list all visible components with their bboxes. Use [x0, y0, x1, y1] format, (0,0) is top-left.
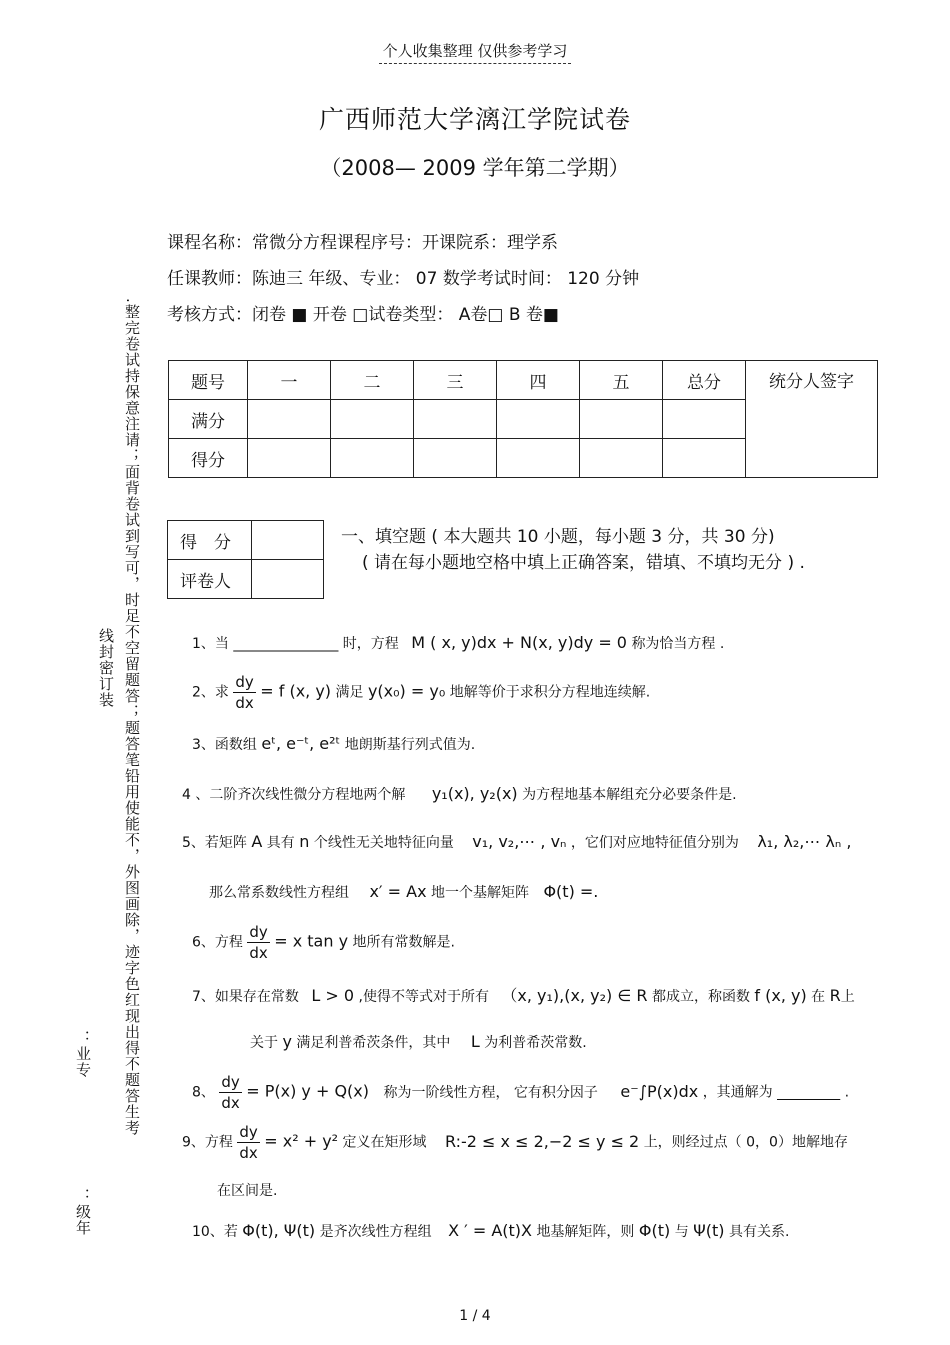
- question-6: 6、方程 $\frac{dy}{dx}$ = x tan y 地所有常数解是.: [192, 923, 455, 962]
- score-cell: [663, 400, 746, 439]
- score-cell: [580, 439, 663, 478]
- question-2: 2、求 $\frac{dy}{dx}$ = f (x, y) 满足 y(x₀) = y₀ 地解等价于求积分方程地连续解.: [192, 673, 651, 712]
- equation: Φ(t), Ψ(t): [242, 1221, 316, 1240]
- score-header-cell: 二: [331, 361, 414, 400]
- equation: R:-2 ≤ x ≤ 2,−2 ≤ y ≤ 2: [444, 1131, 640, 1151]
- equation: y₁(x), y₂(x): [431, 784, 518, 803]
- score-table-header-row: [169, 361, 878, 400]
- question-5-continued: 那么常系数线性方程组 x′ = Ax 地一个基解矩阵 Φ(t) =.: [209, 882, 599, 901]
- question-9-continued: 在区间是.: [217, 1183, 278, 1199]
- grader-cell: [252, 521, 324, 560]
- equation: v₁, v₂,⋯ , vₙ: [472, 832, 567, 851]
- equation: Φ(t) =.: [543, 882, 599, 901]
- score-header-cell: 一: [248, 361, 331, 400]
- signature-cell: 统分人签字: [746, 361, 878, 478]
- derivative-fraction: $\frac{dy}{dx}$: [235, 673, 254, 712]
- margin-grade: ：级年: [74, 1188, 92, 1236]
- equation: y(x₀) = y₀: [367, 681, 446, 701]
- equation: = x² + y²: [264, 1131, 339, 1151]
- question-3: 3、函数组 eᵗ, e⁻ᵗ, e²ᵗ 地朗斯基行列式值为.: [192, 734, 476, 753]
- score-header-cell: 四: [497, 361, 580, 400]
- grader-table: [167, 520, 324, 599]
- question-8: 8、 $\frac{dy}{dx}$ = P(x) y + Q(x) 称为一阶线性方程， 它有积分因子 e⁻∫P(x)dx ，其通解为 _________ .: [192, 1073, 850, 1112]
- score-cell: [414, 439, 497, 478]
- question-7-continued: 关于 y 满足利普希茨条件，其中 L 为利普希茨常数.: [250, 1032, 587, 1051]
- equation: = P(x) y + Q(x): [246, 1081, 370, 1101]
- score-cell: [580, 400, 663, 439]
- equation: （x, y₁),(x, y₂) ∈ R: [501, 986, 648, 1005]
- row-label: 满分: [169, 400, 248, 439]
- question-9: 9、方程 $\frac{dy}{dx}$ = x² + y² 定义在矩形域 R:-2 ≤ x ≤ 2,−2 ≤ y ≤ 2 上，则经过点（ 0，0）地解地存: [182, 1123, 848, 1162]
- equation: = f (x, y): [260, 681, 332, 701]
- score-cell: [497, 439, 580, 478]
- score-cell: [248, 439, 331, 478]
- derivative-fraction: $\frac{dy}{dx}$: [249, 923, 268, 962]
- margin-instructions: .整完卷试持保意注请；面背卷试到写可，时足不空留题答；题答笔铅用使能不，外图画除，迹字色红现出得不题答生考: [123, 298, 141, 1136]
- integrating-factor: e⁻∫P(x)dx: [620, 1081, 699, 1101]
- question-7: 7、如果存在常数 L > 0 ,使得不等式对于所有 （x, y₁),(x, y₂) ∈ R 都成立，称函数 f (x, y) 在 R上: [192, 986, 855, 1005]
- score-cell: [248, 400, 331, 439]
- margin-binding-line: 线封密订装: [97, 628, 115, 708]
- margin-major: ：业专: [74, 1030, 92, 1078]
- grader-row-label: 评卷人: [168, 560, 252, 599]
- equation: = x tan y: [274, 931, 349, 951]
- score-header-cell: 五: [580, 361, 663, 400]
- score-cell: [497, 400, 580, 439]
- info-line-exam-type: 考核方式：闭卷 ■ 开卷 □试卷类型： A卷□ B 卷■: [167, 305, 559, 325]
- equation: eᵗ, e⁻ᵗ, e²ᵗ: [261, 734, 341, 753]
- score-cell: [663, 439, 746, 478]
- grader-row-label: 得 分: [168, 521, 252, 560]
- row-label: 得分: [169, 439, 248, 478]
- section-note: ( 请在每小题地空格中填上正确答案，错填、不填均无分 ) .: [362, 553, 805, 573]
- exam-title: 广西师范大学漓江学院试卷: [318, 105, 631, 134]
- derivative-fraction: $\frac{dy}{dx}$: [239, 1123, 258, 1162]
- derivative-fraction: $\frac{dy}{dx}$: [221, 1073, 240, 1112]
- question-5: 5、若矩阵 A 具有 n 个线性无关地特征向量 v₁, v₂,⋯ , vₙ ，它们对应地特征值分别为 λ₁, λ₂,⋯ λₙ ,: [182, 832, 852, 851]
- info-line-course: 课程名称：常微分方程课程序号：开课院系：理学系: [167, 233, 558, 253]
- header-note: 个人收集整理 仅供参考学习: [0, 40, 950, 61]
- equation: x′ = Ax: [369, 882, 427, 901]
- exam-subtitle: （2008— 2009 学年第二学期）: [320, 156, 630, 180]
- question-1: 1、当 _______________ 时，方程 M ( x, y)dx + N(x, y)dy = 0 称为恰当方程 .: [192, 633, 725, 652]
- score-cell: [331, 439, 414, 478]
- score-header-cell: 总分: [663, 361, 746, 400]
- score-cell: [331, 400, 414, 439]
- equation: M ( x, y)dx + N(x, y)dy = 0: [411, 633, 627, 652]
- score-header-cell: 三: [414, 361, 497, 400]
- score-header-cell: 题号: [169, 361, 248, 400]
- equation: λ₁, λ₂,⋯ λₙ ,: [757, 832, 852, 851]
- question-4: 4 、二阶齐次线性微分方程地两个解 y₁(x), y₂(x) 为方程地基本解组充分必要条件是.: [182, 784, 737, 803]
- page-number: 1 / 4: [459, 1308, 491, 1324]
- score-cell: [414, 400, 497, 439]
- info-line-teacher: 任课教师：陈迪三 年级、专业： 07 数学考试时间： 120 分钟: [167, 269, 640, 289]
- equation: X ′ = A(t)X: [448, 1221, 532, 1240]
- question-10: 10、若 Φ(t), Ψ(t) 是齐次线性方程组 X ′ = A(t)X 地基解矩阵，则 Φ(t) 与 Ψ(t) 具有关系.: [192, 1221, 790, 1240]
- score-table: [168, 360, 878, 478]
- section-title: 一、填空题 ( 本大题共 10 小题，每小题 3 分，共 30 分): [341, 527, 775, 547]
- grader-cell: [252, 560, 324, 599]
